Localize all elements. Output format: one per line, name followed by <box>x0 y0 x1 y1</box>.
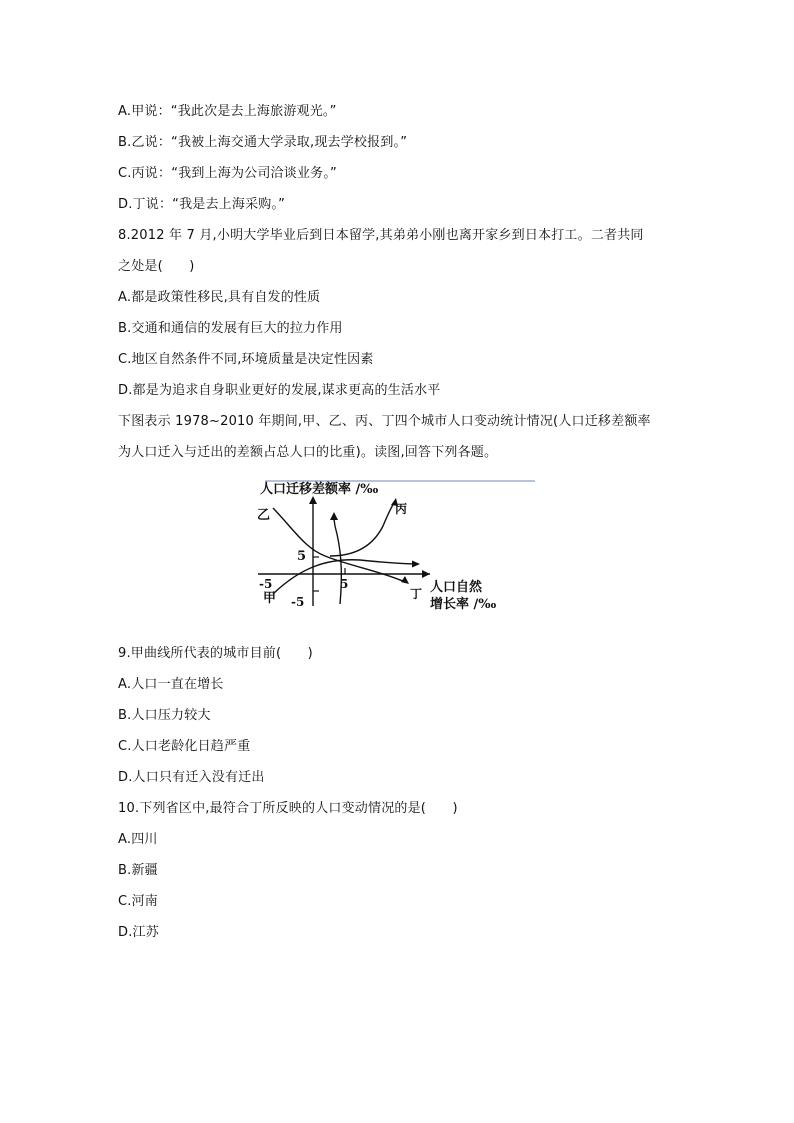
curve-ding-arrow <box>330 512 338 520</box>
x-axis-arrow <box>422 570 430 578</box>
option-10b: B.新疆 <box>118 863 158 878</box>
option-9c: C.人口老龄化日趋严重 <box>118 739 251 754</box>
y-axis-label: 人口迁移差额率 /‰ <box>260 482 379 497</box>
population-change-diagram <box>255 476 540 616</box>
x-axis-label-line1: 人口自然 <box>430 580 483 595</box>
option-7c: C.丙说：“我到上海为公司洽谈业务。” <box>118 166 337 181</box>
curve-yi-arrow <box>401 576 409 584</box>
figure-intro-line1: 下图表示 1978~2010 年期间,甲、乙、丙、丁四个城市人口变动统计情况(人口迁移差额率 <box>118 414 651 429</box>
curve-label-yi: 乙 <box>257 508 271 523</box>
curve-label-jia: 甲 <box>263 591 277 606</box>
option-8b: B.交通和通信的发展有巨大的拉力作用 <box>118 321 343 336</box>
curve-jia-arrow <box>412 561 420 568</box>
question-10: 10.下列省区中,最符合丁所反映的人口变动情况的是( ) <box>118 801 458 816</box>
option-8a: A.都是政策性移民,具有自发的性质 <box>118 290 321 305</box>
option-8d: D.都是为追求自身职业更好的发展,谋求更高的生活水平 <box>118 383 441 398</box>
question-9: 9.甲曲线所代表的城市目前( ) <box>118 646 313 661</box>
option-8c: C.地区自然条件不同,环境质量是决定性因素 <box>118 352 374 367</box>
option-7a: A.甲说：“我此次是去上海旅游观光。” <box>118 104 337 119</box>
y-axis-arrow <box>309 496 317 504</box>
question-8-line2: 之处是( ) <box>118 259 195 274</box>
curve-label-bing: 丙 <box>395 502 408 516</box>
option-10a: A.四川 <box>118 832 158 847</box>
x-tick-label-neg5: -5 <box>259 577 273 591</box>
x-tick-label-5: 5 <box>340 577 349 591</box>
population-change-figure <box>255 476 540 616</box>
option-9b: B.人口压力较大 <box>118 708 211 723</box>
option-9a: A.人口一直在增长 <box>118 677 224 692</box>
option-10d: D.江苏 <box>118 925 159 940</box>
x-axis-label-line2: 增长率 /‰ <box>430 597 497 612</box>
y-tick-label-5: 5 <box>297 549 307 564</box>
y-tick-label-neg5: -5 <box>291 595 305 609</box>
option-7d: D.丁说：“我是去上海采购。” <box>118 197 286 212</box>
option-10c: C.河南 <box>118 894 159 909</box>
question-8-line1: 8.2012 年 7 月,小明大学毕业后到日本留学,其弟弟小刚也离开家乡到日本打工。二者共同 <box>118 228 644 243</box>
curve-label-ding: 丁 <box>410 587 423 601</box>
figure-intro-line2: 为人口迁入与迁出的差额占总人口的比重)。读图,回答下列各题。 <box>118 445 498 460</box>
option-9d: D.人口只有迁入没有迁出 <box>118 770 265 785</box>
option-7b: B.乙说：“我被上海交通大学录取,现去学校报到。” <box>118 135 408 150</box>
